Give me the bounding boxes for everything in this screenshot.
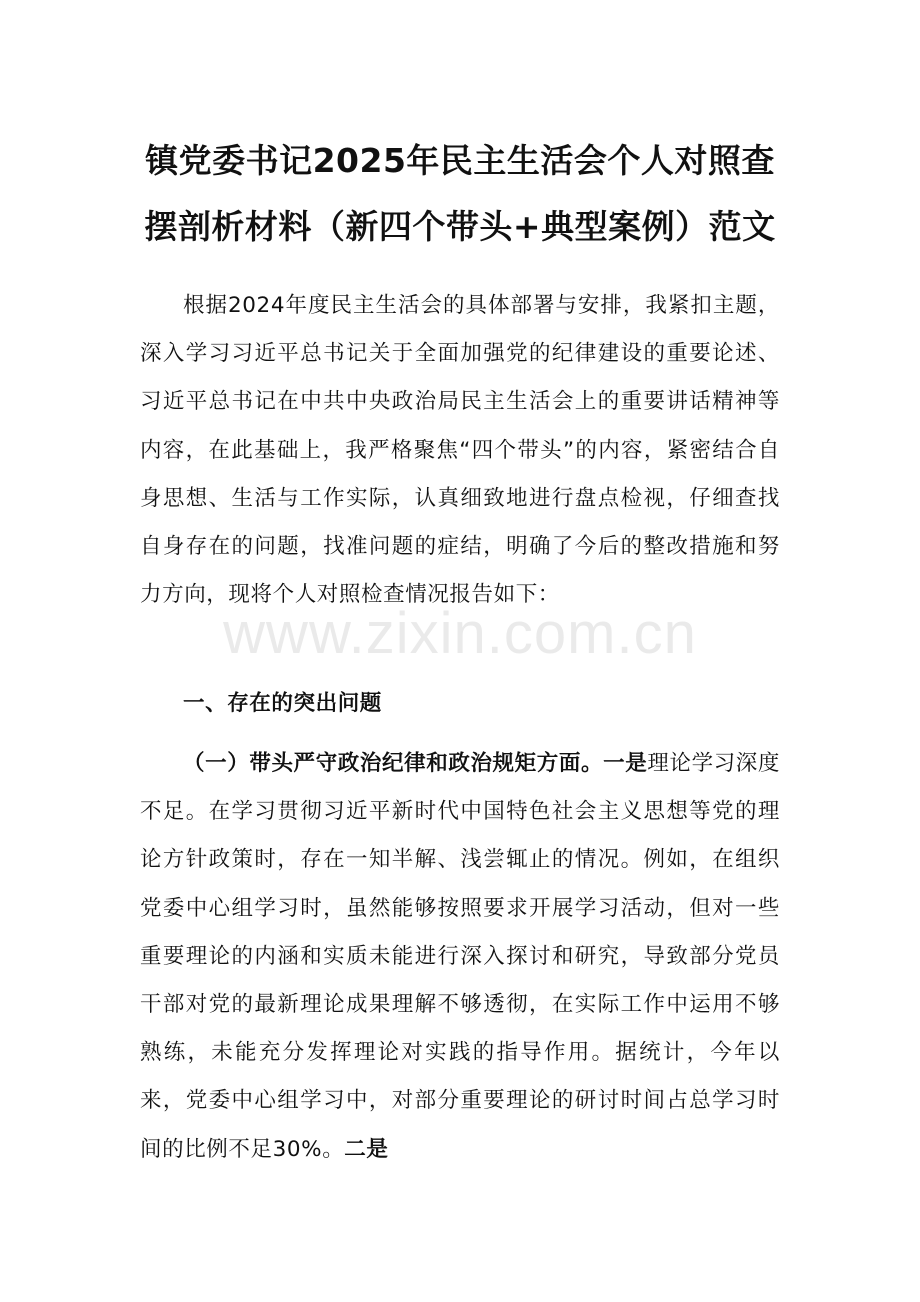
document-title [100, 128, 820, 260]
intro-paragraph: 根据2024年度民主生活会的具体部署与安排，我紧扣主题，深入学习习近平总书记关于全面加强党的纪律建设的重要论述、习近平总书记在中共中央政治局民主生活会上的重要讲话精神等内容，在此基础上，我严格聚焦“四个带头”的内容，紧密结合自身思想、生活与工作实际，认真细致地进行盘点检视，仔细查找自身存在的问题，找准问题的症结，明确了今后的整改措施和努力方向，现将个人对照检查情况报告如下： [140, 293, 780, 608]
subsection-heading: （一）带头严守政治纪律和政治规矩方面。 [183, 751, 604, 776]
title-line-1: 镇党委书记2025年民主生活会个人对照查 [145, 141, 775, 180]
point-label-2: 二是 [344, 1136, 389, 1162]
point-label-1: 一是 [603, 751, 648, 776]
subsection-paragraph [140, 740, 780, 1174]
watermark: www.zixin.com.cn [223, 601, 697, 666]
title-line-2: 摆剖析材料（新四个带头+典型案例）范文 [144, 207, 776, 246]
section-heading: 一、存在的突出问题 [183, 691, 382, 716]
point-text-1: 理论学习深度不足。在学习贯彻习近平新时代中国特色社会主义思想等党的理论方针政策时，存在一知半解、浅尝辄止的情况。例如，在组织党委中心组学习时，虽然能够按照要求开展学习活动，但对一些重要理论的内涵和实质未能进行深入探讨和研究，导致部分党员干部对党的最新理论成果理解不够透彻，在实际工作中运用不够熟练，未能充分发挥理论对实践的指导作用。据统计，今年以来，党委中心组学习中，对部分重要理论的研讨时间占总学习时间的比例不足30%。 [140, 751, 780, 1162]
